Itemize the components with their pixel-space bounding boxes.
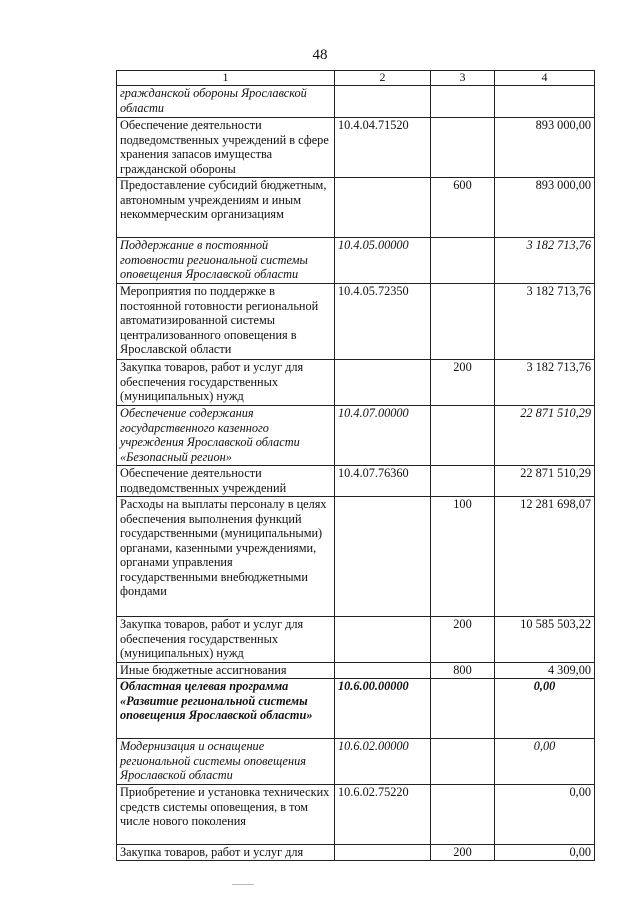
row-name-cell: Предоставление субсидий бюджетным, автономным учреждениям и иным некоммерческим организациям	[117, 178, 335, 238]
table-row	[117, 360, 595, 406]
row-code-cell	[335, 178, 431, 238]
table-row	[117, 663, 595, 679]
header-col-4: 4	[495, 71, 595, 86]
budget-table	[116, 70, 595, 861]
table-row	[117, 497, 595, 617]
row-amount-cell: 3 182 713,76	[495, 238, 595, 284]
row-code-cell	[335, 360, 431, 406]
row-name-cell: Обеспечение деятельности подведомственных учреждений	[117, 466, 335, 497]
row-name-cell: Расходы на выплаты персоналу в целях обеспечения выполнения функций государственными (муниципальными) органами, казенными учреждениями, органами управления государственными внебюджетными фондами	[117, 497, 335, 617]
row-code-cell	[335, 497, 431, 617]
row-code-cell: 10.4.05.00000	[335, 238, 431, 284]
row-code-cell: 10.6.00.00000	[335, 679, 431, 739]
header-col-1: 1	[117, 71, 335, 86]
page-number: 48	[312, 47, 328, 63]
row-amount-cell: 3 182 713,76	[495, 284, 595, 360]
row-expense-type-cell	[431, 406, 495, 466]
row-amount-cell: 0,00	[495, 785, 595, 845]
row-code-cell	[335, 663, 431, 679]
row-name-cell: Обеспечение содержания государственного казенного учреждения Ярославской области «Безопасный регион»	[117, 406, 335, 466]
row-expense-type-cell	[431, 466, 495, 497]
row-amount-cell: 3 182 713,76	[495, 360, 595, 406]
table-row	[117, 679, 595, 739]
row-code-cell: 10.4.05.72350	[335, 284, 431, 360]
row-name-cell: Областная целевая программа «Развитие региональной системы оповещения Ярославской области»	[117, 679, 335, 739]
row-amount-cell: 0,00	[495, 739, 595, 785]
row-amount-cell	[495, 86, 595, 118]
row-code-cell	[335, 86, 431, 118]
row-amount-cell: 12 281 698,07	[495, 497, 595, 617]
row-name-cell: Закупка товаров, работ и услуг для обеспечения государственных (муниципальных) нужд	[117, 617, 335, 663]
row-expense-type-cell	[431, 238, 495, 284]
row-name-cell: Закупка товаров, работ и услуг для обеспечения государственных (муниципальных) нужд	[117, 360, 335, 406]
table-row	[117, 284, 595, 360]
row-code-cell: 10.4.04.71520	[335, 118, 431, 178]
row-expense-type-cell	[431, 86, 495, 118]
table-row	[117, 118, 595, 178]
row-amount-cell: 22 871 510,29	[495, 466, 595, 497]
row-name-cell: Закупка товаров, работ и услуг для	[117, 845, 335, 861]
table-row	[117, 739, 595, 785]
row-amount-cell: 0,00	[495, 679, 595, 739]
row-expense-type-cell	[431, 284, 495, 360]
row-expense-type-cell: 200	[431, 360, 495, 406]
row-name-cell: Приобретение и установка технических средств системы оповещения, в том числе нового поколения	[117, 785, 335, 845]
row-amount-cell: 4 309,00	[495, 663, 595, 679]
row-expense-type-cell	[431, 679, 495, 739]
row-code-cell: 10.4.07.00000	[335, 406, 431, 466]
row-amount-cell: 22 871 510,29	[495, 406, 595, 466]
row-expense-type-cell	[431, 785, 495, 845]
row-expense-type-cell: 200	[431, 617, 495, 663]
table-row	[117, 845, 595, 861]
table-row	[117, 785, 595, 845]
row-amount-cell: 0,00	[495, 845, 595, 861]
row-amount-cell: 10 585 503,22	[495, 617, 595, 663]
row-code-cell	[335, 617, 431, 663]
row-expense-type-cell: 600	[431, 178, 495, 238]
table-row	[117, 86, 595, 118]
header-col-3: 3	[431, 71, 495, 86]
row-amount-cell: 893 000,00	[495, 178, 595, 238]
table-row	[117, 617, 595, 663]
table-row	[117, 238, 595, 284]
row-code-cell: 10.6.02.00000	[335, 739, 431, 785]
table-row	[117, 178, 595, 238]
row-name-cell: Иные бюджетные ассигнования	[117, 663, 335, 679]
row-expense-type-cell: 200	[431, 845, 495, 861]
table-row	[117, 406, 595, 466]
row-name-cell: Поддержание в постоянной готовности региональной системы оповещения Ярославской области	[117, 238, 335, 284]
row-expense-type-cell: 100	[431, 497, 495, 617]
row-code-cell: 10.6.02.75220	[335, 785, 431, 845]
row-code-cell	[335, 845, 431, 861]
row-expense-type-cell	[431, 118, 495, 178]
table-row	[117, 466, 595, 497]
row-expense-type-cell	[431, 739, 495, 785]
row-name-cell: Мероприятия по поддержке в постоянной готовности региональной автоматизированной системы централизованного оповещения в Ярославской области	[117, 284, 335, 360]
row-expense-type-cell: 800	[431, 663, 495, 679]
row-amount-cell: 893 000,00	[495, 118, 595, 178]
row-name-cell: гражданской обороны Ярославской области	[117, 86, 335, 118]
row-name-cell: Обеспечение деятельности подведомственных учреждений в сфере хранения запасов имущества гражданской обороны	[117, 118, 335, 178]
header-col-2: 2	[335, 71, 431, 86]
table-header-row	[117, 71, 595, 86]
footer-mark	[232, 884, 254, 885]
row-code-cell: 10.4.07.76360	[335, 466, 431, 497]
row-name-cell: Модернизация и оснащение региональной системы оповещения Ярославской области	[117, 739, 335, 785]
